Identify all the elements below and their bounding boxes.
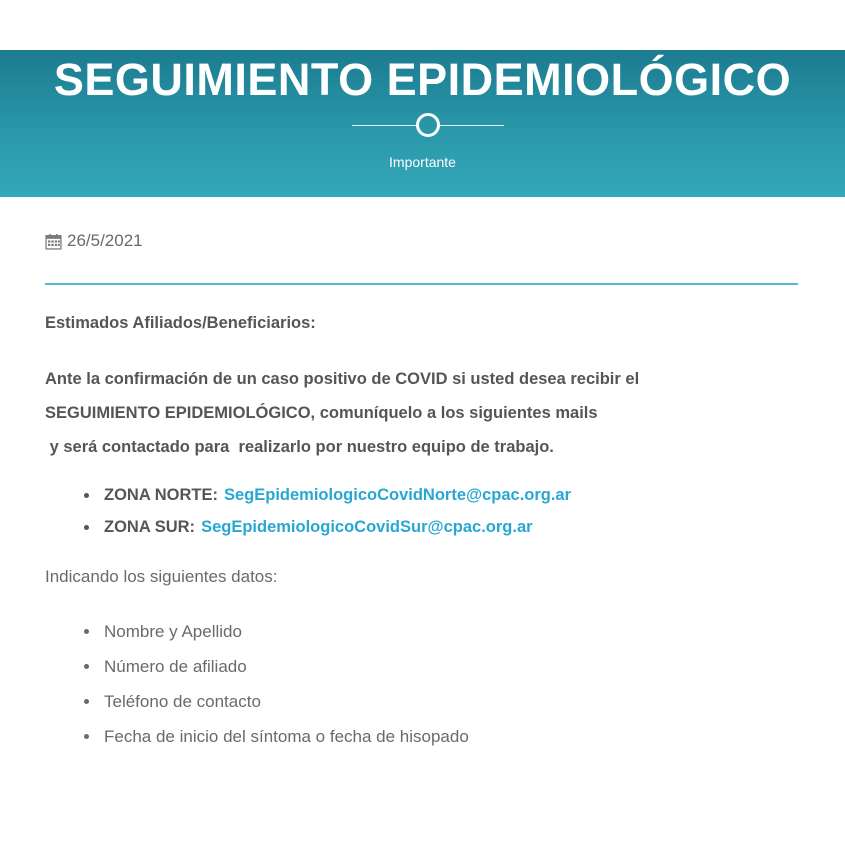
bullet — [84, 525, 89, 530]
paragraph-line: Ante la confirmación de un caso positivo de COVID si usted desea recibir el — [45, 370, 640, 388]
divider-line-right — [440, 125, 504, 126]
calendar-icon — [45, 233, 62, 250]
zone-contact-list — [84, 479, 571, 543]
bullet — [84, 734, 89, 739]
paragraph-line: SEGUIMIENTO EPIDEMIOLÓGICO, comuníquelo a los siguientes mails — [45, 404, 598, 422]
page-title: SEGUIMIENTO EPIDEMIOLÓGICO — [53, 54, 792, 105]
divider-line-left — [352, 125, 416, 126]
list-item — [84, 614, 469, 649]
bullet — [84, 493, 89, 498]
date-text: 26/5/2021 — [67, 231, 143, 250]
list-item — [84, 684, 469, 719]
section-divider — [45, 283, 798, 285]
paragraph-line: y será contactado para realizarlo por nuestro equipo de trabajo. — [45, 438, 554, 456]
title-divider — [352, 112, 504, 138]
field-label: Teléfono de contacto — [104, 691, 261, 711]
list-item — [84, 719, 469, 754]
zone-label: ZONA SUR: — [104, 517, 196, 536]
bullet — [84, 664, 89, 669]
greeting: Estimados Afiliados/Beneficiarios: — [45, 314, 316, 332]
required-data-list — [84, 614, 469, 754]
field-label: Fecha de inicio del síntoma o fecha de hisopado — [104, 726, 469, 746]
list-item — [84, 479, 571, 511]
zone-norte-email-link[interactable]: SegEpidemiologicoCovidNorte@cpac.org.ar — [223, 485, 572, 504]
required-data-intro: Indicando los siguientes datos: — [45, 567, 278, 586]
circle-icon — [416, 113, 440, 137]
field-label: Nombre y Apellido — [104, 621, 242, 641]
bullet — [84, 629, 89, 634]
header-subtitle: Importante — [389, 154, 456, 170]
list-item — [84, 649, 469, 684]
bullet — [84, 699, 89, 704]
body-paragraph — [45, 362, 825, 464]
list-item — [84, 511, 571, 543]
zone-label: ZONA NORTE: — [104, 485, 218, 504]
header-banner — [0, 50, 845, 197]
field-label: Número de afiliado — [104, 656, 247, 676]
zone-sur-email-link[interactable]: SegEpidemiologicoCovidSur@cpac.org.ar — [201, 517, 533, 536]
post-date — [45, 231, 143, 251]
